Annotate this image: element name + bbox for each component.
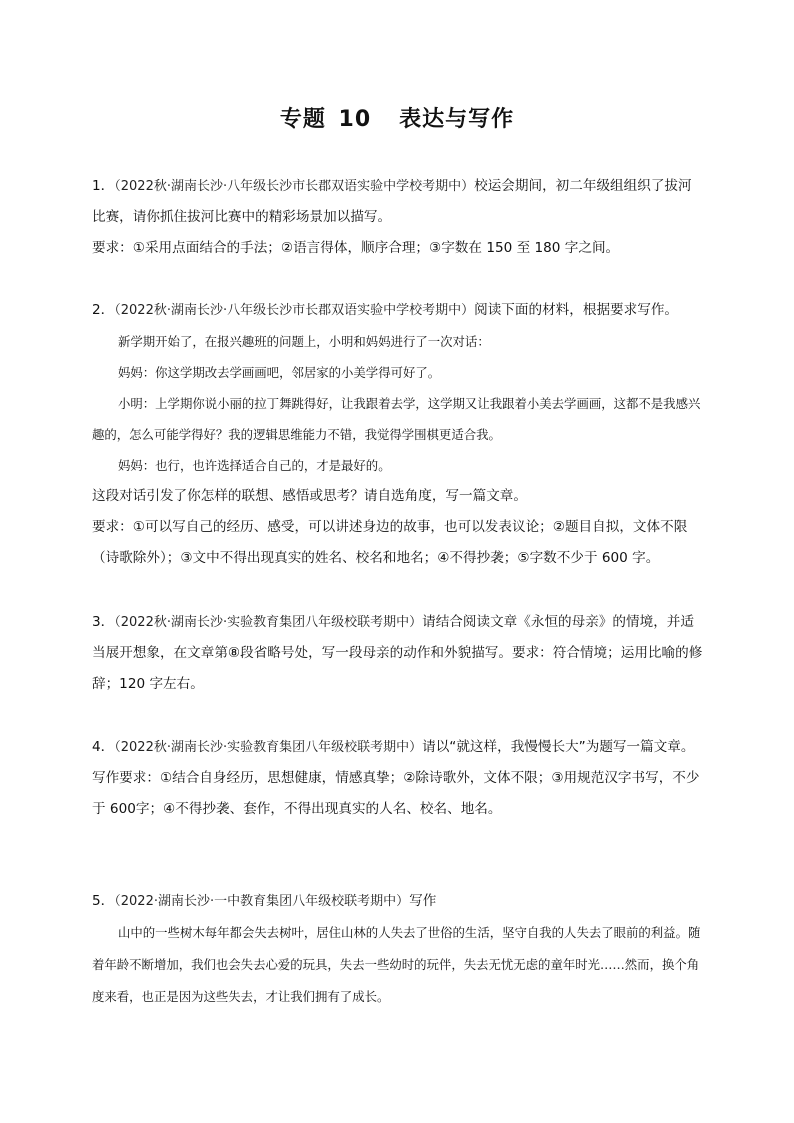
- question-4: [92, 732, 704, 825]
- question-2: [92, 295, 704, 574]
- question-text: 写作: [409, 893, 437, 909]
- question-3: [92, 607, 704, 700]
- material-paragraph: 妈妈：你这学期改去学画画吧，邻居家的小美学得可好了。: [118, 365, 441, 380]
- page-title: [0, 102, 794, 133]
- question-1: [92, 171, 704, 264]
- question-source: （2022秋·湖南长沙·八年级长沙市长郡双语实验中学校考期中）: [114, 303, 475, 318]
- question-number: 2．: [92, 302, 115, 318]
- question-2-body: [92, 295, 704, 326]
- title-number: 10: [338, 107, 372, 132]
- question-source: （2022秋·湖南长沙·实验教育集团八年级校联考期中）: [114, 615, 423, 630]
- question-3-body: [92, 607, 704, 700]
- title-main: 专题: [279, 107, 326, 132]
- question-requirements: 要求：①可以写自己的经历、感受，可以讲述身边的故事，也可以发表议论；②题目自拟，文体不限（诗歌除外）；③文中不得出现真实的姓名、校名和地名；④不得抄袭；⑤字数不少于 600 字。: [92, 519, 688, 566]
- question-number: 5．: [92, 893, 115, 909]
- question-text: 阅读下面的材料，根据要求写作。: [474, 302, 679, 318]
- question-text: 请以“就这样，我慢慢长大”为题写一篇文章。: [422, 739, 695, 755]
- question-source: （2022·湖南长沙·一中教育集团八年级校联考期中）: [114, 894, 410, 909]
- material-paragraph: 新学期开始了，在报兴趣班的问题上，小明和妈妈进行了一次对话：: [118, 334, 490, 349]
- question-source: （2022秋·湖南长沙·实验教育集团八年级校联考期中）: [114, 740, 423, 755]
- material-paragraph: 山中的一些树木每年都会失去树叶，居住山林的人失去了世俗的生活，坚守自我的人失去了眼前的利益。随着年龄不断增加，我们也会失去心爱的玩具，失去一些幼时的玩伴，失去无忧无虑的童年时光……然而，换个角度来看，也正是因为这些失去，才让我们拥有了成长。: [92, 925, 701, 1004]
- title-subtitle: 表达与写作: [399, 107, 515, 132]
- question-requirements: 要求：①采用点面结合的手法；②语言得体，顺序合理；③字数在 150 至 180 字之间。: [92, 240, 620, 256]
- question-number: 1．: [92, 178, 115, 194]
- question-requirements: 写作要求：①结合自身经历，思想健康，情感真挚；②除诗歌外，文体不限；③用规范汉字书写，不少于 600字；④不得抄袭、套作，不得出现真实的人名、校名、地名。: [92, 770, 700, 817]
- question-text: 请结合阅读文章《永恒的母亲》的情境，并适当展开想象，在文章第⑧段省略号处，写一段母亲的动作和外貌描写。要求：符合情境；运用比喻的修辞；120 字左右。: [92, 614, 703, 692]
- question-number: 4．: [92, 739, 115, 755]
- question-source: （2022秋·湖南长沙·八年级长沙市长郡双语实验中学校考期中）: [114, 179, 475, 194]
- question-number: 3．: [92, 614, 115, 630]
- question-5-body: [92, 886, 704, 917]
- material-paragraph: 妈妈：也行，也许选择适合自己的，才是最好的。: [118, 458, 391, 473]
- question-4-body: [92, 732, 704, 763]
- question-prompt: 这段对话引发了你怎样的联想、感悟或思考？请自选角度，写一篇文章。: [92, 488, 527, 504]
- question-1-body: [92, 171, 704, 233]
- question-text: 校运会期间，初二年级组组织了拔河比赛，请你抓住拔河比赛中的精彩场景加以描写。: [92, 178, 692, 225]
- material-paragraph: 小明：上学期你说小丽的拉丁舞跳得好，让我跟着去学，这学期又让我跟着小美去学画画，这都不是我感兴趣的，怎么可能学得好？我的逻辑思维能力不错，我觉得学围棋更适合我。: [92, 396, 701, 442]
- question-5: [92, 886, 704, 1013]
